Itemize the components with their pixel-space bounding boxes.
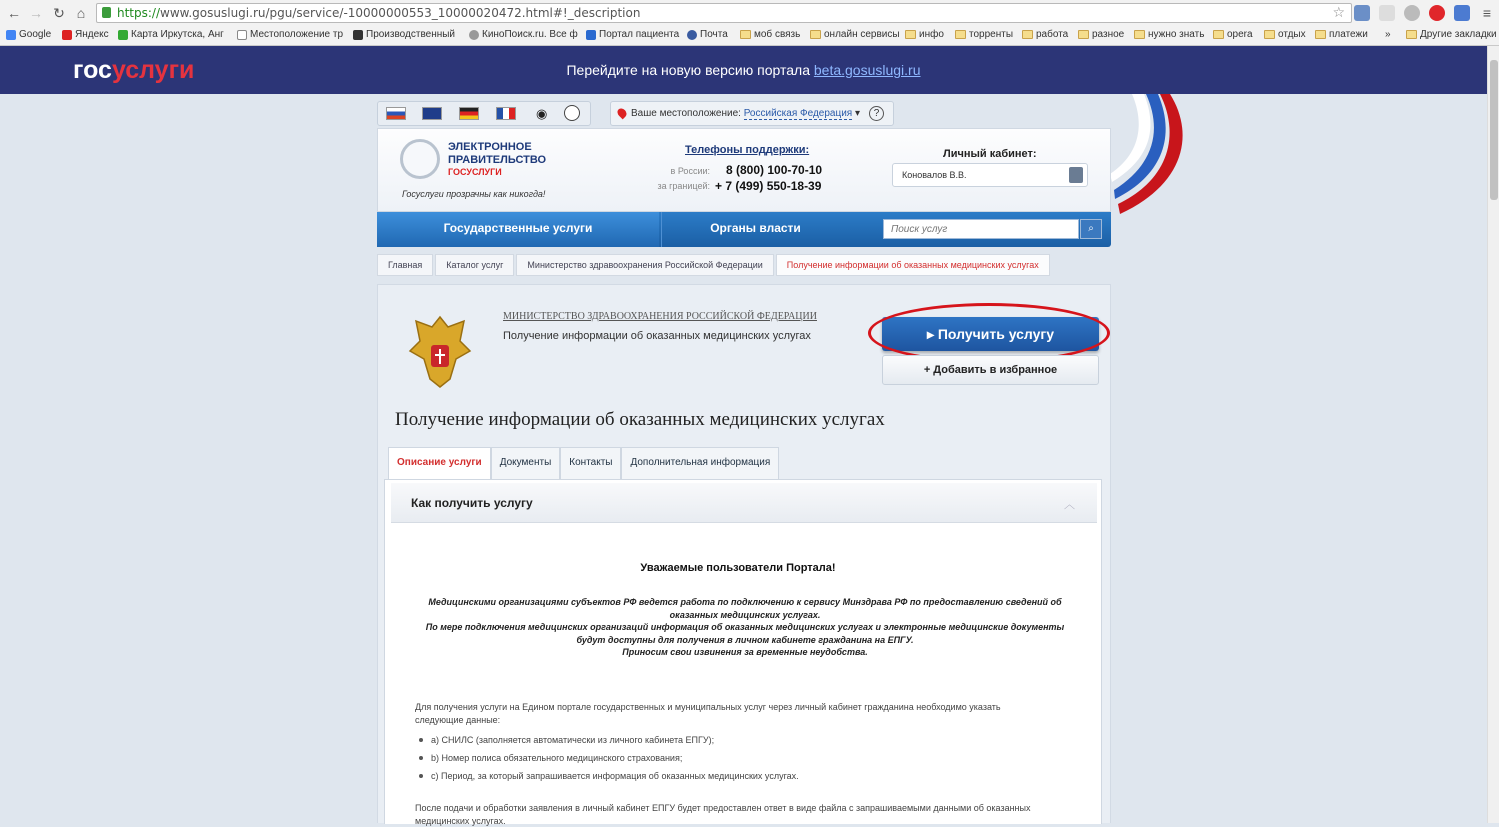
bookmark-folder[interactable]: нужно знать	[1134, 29, 1204, 40]
s3-icon	[353, 30, 363, 40]
add-to-favorites-button[interactable]: + Добавить в избранное	[882, 355, 1099, 385]
logout-icon[interactable]	[1069, 167, 1083, 183]
accordion-header[interactable]	[391, 483, 1097, 523]
service-subtitle: Получение информации об оказанных медицинских услугах	[503, 330, 811, 342]
extension-icon[interactable]	[1454, 5, 1470, 21]
phone-abroad: + 7 (499) 550-18-39	[715, 179, 822, 193]
notice-heading: Уважаемые пользователи Портала!	[640, 562, 836, 574]
chevron-up-icon[interactable]: ︿	[1064, 499, 1075, 511]
search-icon[interactable]: ⌕	[1080, 219, 1102, 239]
url-text: www.gosuslugi.ru/pgu/service/-10000000553_10000020472.html#!_description	[160, 6, 641, 20]
breadcrumb-current: Получение информации об оказанных медицинских услугах	[776, 254, 1050, 276]
tab-panel	[384, 479, 1102, 824]
ministry-link[interactable]: МИНИСТЕРСТВО ЗДРАВООХРАНЕНИЯ РОССИЙСКОЙ ФЕДЕРАЦИИ	[503, 311, 817, 322]
tab-documents[interactable]: Документы	[491, 447, 561, 479]
bookmark-folder[interactable]: моб связь	[740, 29, 800, 40]
language-bar	[377, 101, 591, 126]
bookmark-folder[interactable]: разное	[1078, 29, 1124, 40]
list-item: c) Период, за который запрашивается информация об оказанных медицинских услугах.	[431, 770, 799, 788]
tab-additional-info[interactable]: Дополнительная информация	[621, 447, 779, 479]
nav-gov-services[interactable]: Государственные услуги	[377, 212, 659, 247]
phone-ru: 8 (800) 100-70-10	[726, 163, 823, 177]
folder-icon	[1406, 30, 1417, 39]
bookmark-folder[interactable]: отдых	[1264, 29, 1306, 40]
url-bar[interactable]	[96, 3, 1352, 23]
location-select[interactable]: Российская Федерация	[743, 108, 853, 119]
scrollbar[interactable]	[1487, 46, 1499, 823]
bookmark-folder[interactable]: торренты	[955, 29, 1013, 40]
chevron-down-icon: ▾	[852, 108, 861, 119]
extension-icon[interactable]	[1354, 5, 1370, 21]
bookmark-item[interactable]: Яндекс	[62, 29, 109, 40]
bookmark-item[interactable]: Местоположение тр	[237, 29, 343, 40]
patient-portal-icon	[586, 30, 596, 40]
bookmarks-overflow[interactable]: »	[1385, 29, 1391, 40]
tab-contacts[interactable]: Контакты	[560, 447, 621, 479]
yandex-icon	[62, 30, 72, 40]
bookmark-folder[interactable]: инфо	[905, 29, 944, 40]
search-input[interactable]	[883, 219, 1079, 239]
bookmark-folder[interactable]: платежи	[1315, 29, 1368, 40]
help-icon[interactable]: ?	[869, 106, 884, 121]
breadcrumb-ministry[interactable]: Министерство здравоохранения Российской Федерации	[516, 254, 773, 276]
location-pin-icon	[616, 107, 629, 120]
phone-abroad-label: за границей:	[657, 181, 710, 191]
gosuslugi-logo[interactable]: госуслуги	[73, 56, 195, 84]
folder-icon	[1022, 30, 1033, 39]
phones-title[interactable]: Телефоны поддержки:	[685, 144, 810, 156]
flag-de-icon[interactable]	[459, 107, 479, 120]
tagline: Госуслуги прозрачны как никогда!	[402, 189, 546, 199]
bookmark-folder[interactable]: opera	[1213, 29, 1253, 40]
flag-ru-icon[interactable]	[386, 107, 406, 120]
folder-icon	[1264, 30, 1275, 39]
get-service-button[interactable]: ▸ Получить услугу	[882, 317, 1099, 351]
accordion-title: Как получить услугу	[411, 496, 533, 510]
plus-icon: +	[923, 364, 934, 376]
scrollbar-thumb[interactable]	[1490, 60, 1498, 200]
bookmark-folder[interactable]: онлайн сервисы	[810, 29, 900, 40]
tab-description[interactable]: Описание услуги	[388, 447, 491, 479]
eye-accessibility-icon[interactable]: ◉	[536, 106, 548, 121]
breadcrumb-home[interactable]: Главная	[377, 254, 433, 276]
folder-icon	[1078, 30, 1089, 39]
cabinet-title: Личный кабинет:	[943, 148, 1037, 160]
required-data-list	[431, 734, 799, 788]
bookmarks-bar	[0, 27, 1499, 45]
top-banner	[0, 46, 1487, 94]
mail-icon	[687, 30, 697, 40]
home-icon[interactable]: ⌂	[76, 5, 86, 21]
service-card	[377, 284, 1111, 826]
location-bar: Ваше местоположение: Российская Федерация ▾ ?	[610, 101, 894, 126]
page-title: Получение информации об оказанных медицинских услугах	[395, 409, 885, 430]
folder-icon	[1134, 30, 1145, 39]
bookmark-item[interactable]: Google	[6, 29, 51, 40]
bookmark-item[interactable]: Карта Иркутска, Анг	[118, 29, 224, 40]
flag-fr-icon[interactable]	[496, 107, 516, 120]
egov-title[interactable]: ЭЛЕКТРОННОЕ ПРАВИТЕЛЬСТВО	[448, 141, 547, 166]
reload-icon[interactable]: ↻	[53, 5, 65, 21]
outro-text: После подачи и обработки заявления в личный кабинет ЕПГУ будет предоставлен ответ в виде файла с запрашиваемыми данными об оказанных медицинских услугах.	[415, 803, 1031, 826]
clock-extension-icon[interactable]	[1379, 5, 1395, 21]
menu-icon[interactable]: ≡	[1482, 5, 1492, 21]
notice-text: Медицинскими организациями субъектов РФ ведется работа по подключению к сервису Минздрава РФ по предоставлению сведений об оказанных медицинских услугах. По мере подключения медицинских организаций информация об оказанных медицинских услугах и электронные медицинские документы будут доступны для получения в личном кабинете гражданина на ЕПГУ. Приносим свои извинения за временные неудобства.	[425, 597, 1065, 657]
folder-icon	[955, 30, 966, 39]
phone-ru-label: в России:	[670, 166, 710, 176]
breadcrumb	[377, 254, 1052, 276]
globe-icon[interactable]	[1404, 5, 1420, 21]
browser-chrome	[0, 0, 1499, 46]
egov-subtitle: ГОСУСЛУГИ	[448, 167, 502, 177]
opera-icon[interactable]	[1429, 5, 1445, 21]
url-scheme: https://	[117, 6, 161, 20]
bookmark-item[interactable]: КиноПоиск.ru. Все ф	[469, 29, 578, 40]
beta-notice: Перейдите на новую версию портала beta.gosuslugi.ru	[566, 62, 921, 78]
folder-icon	[740, 30, 751, 39]
back-icon[interactable]: ←	[7, 5, 21, 21]
bookmark-item[interactable]: Портал пациента	[586, 29, 679, 40]
intro-text: Для получения услуги на Едином портале государственных и муниципальных услуг через личный кабинет гражданина необходимо указать следующие данные:	[415, 702, 1001, 725]
flag-uk-icon[interactable]	[422, 107, 442, 120]
egov-emblem-icon	[400, 139, 440, 179]
beta-link[interactable]: beta.gosuslugi.ru	[813, 62, 921, 78]
site-header	[377, 128, 1111, 212]
google-icon	[6, 30, 16, 40]
kinopoisk-icon	[469, 30, 479, 40]
bookmark-folder[interactable]: работа	[1022, 29, 1068, 40]
folder-icon	[1315, 30, 1326, 39]
address-row	[0, 0, 1499, 26]
other-bookmarks[interactable]: Другие закладки	[1406, 29, 1497, 40]
forward-icon[interactable]: →	[29, 5, 43, 21]
cabinet-user[interactable]: Коновалов В.В.	[892, 163, 1088, 187]
coat-of-arms-icon	[402, 311, 478, 393]
tabs	[388, 447, 779, 479]
compass-icon[interactable]	[564, 105, 580, 121]
nav-authorities[interactable]: Органы власти	[661, 212, 849, 247]
bookmark-item[interactable]: Почта	[687, 29, 728, 40]
highlight-oval	[868, 303, 1110, 363]
main-nav	[377, 212, 1111, 247]
folder-icon	[905, 30, 916, 39]
page-icon	[237, 30, 247, 40]
bookmark-item[interactable]: Производственный	[353, 29, 455, 40]
lock-icon	[102, 7, 111, 18]
folder-icon	[1213, 30, 1224, 39]
bookmark-star-icon[interactable]: ☆	[1332, 5, 1345, 21]
list-item: b) Номер полиса обязательного медицинского страхования;	[431, 752, 799, 770]
map-icon	[118, 30, 128, 40]
list-item: a) СНИЛС (заполняется автоматически из личного кабинета ЕПГУ);	[431, 734, 799, 752]
play-arrow-icon: ▸	[926, 326, 938, 342]
folder-icon	[810, 30, 821, 39]
breadcrumb-catalog[interactable]: Каталог услуг	[435, 254, 514, 276]
